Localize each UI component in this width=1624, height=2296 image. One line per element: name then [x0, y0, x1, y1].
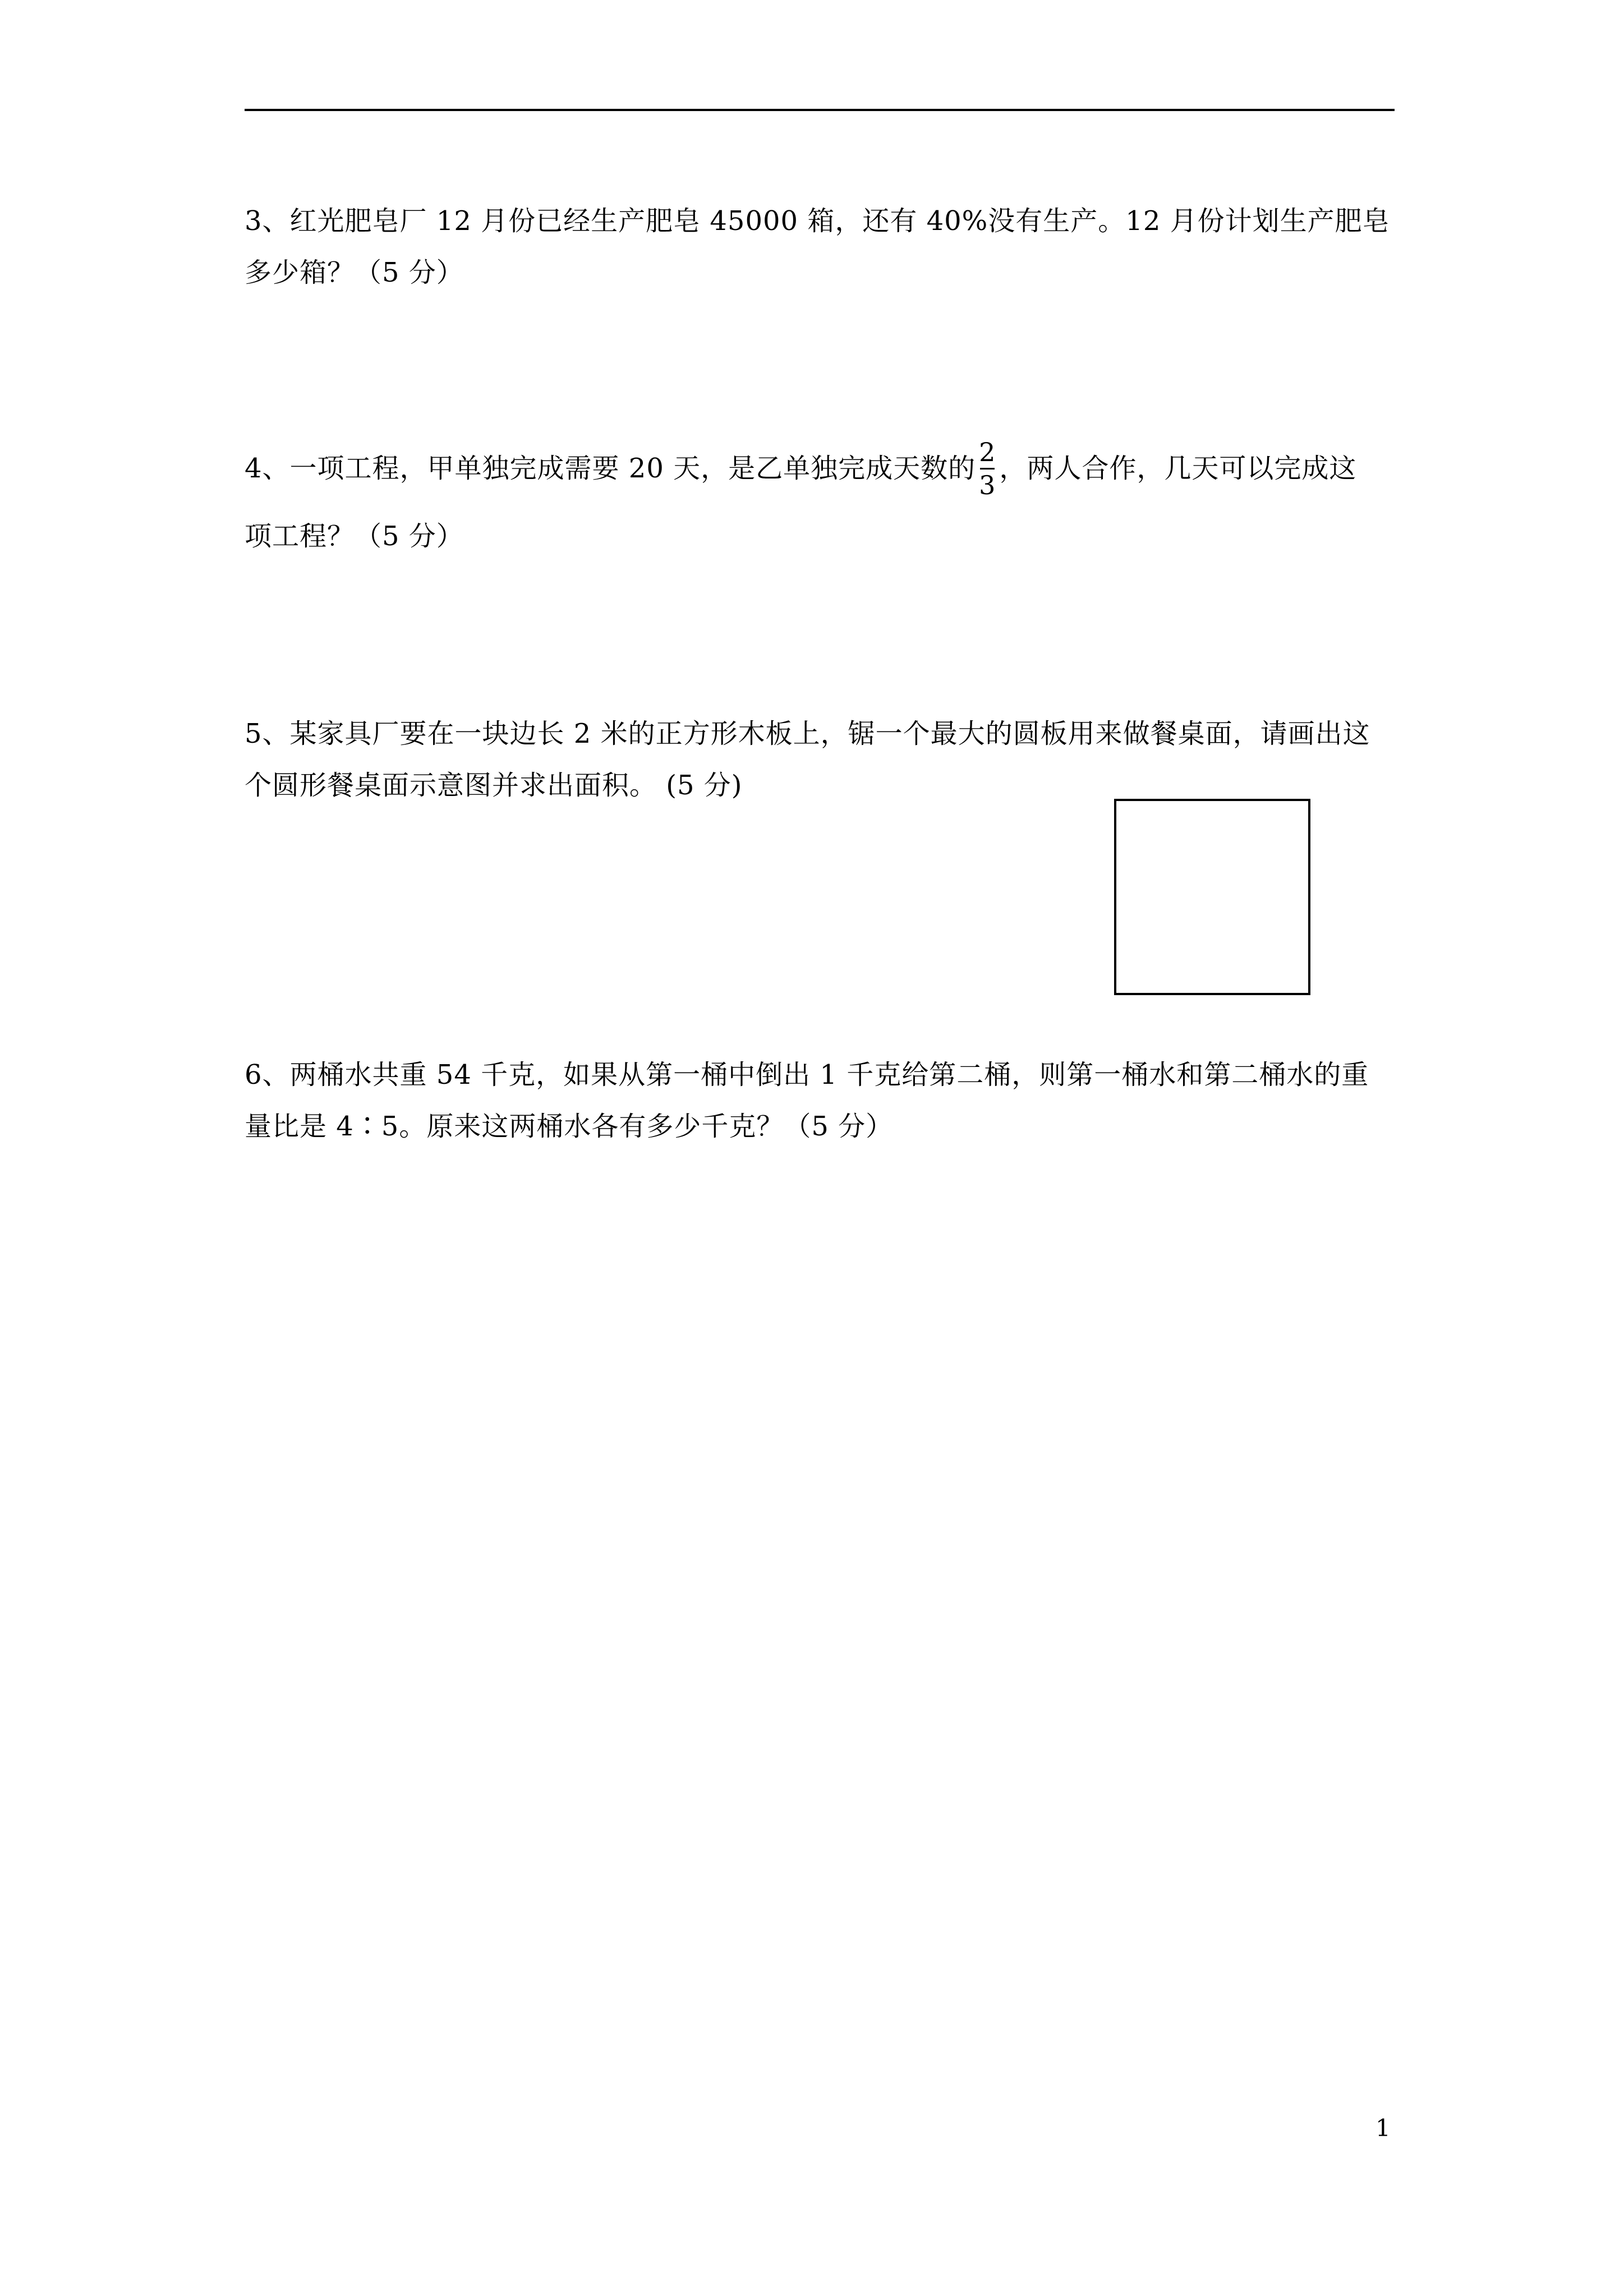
question-4-line-1	[245, 426, 1395, 510]
question-4-text-middle: ，两人合作，几天可以完成这	[999, 453, 1357, 484]
question-6: 6、两桶水共重 54 千克，如果从第一桶中倒出 1 千克给第二桶，则第一桶水和第二桶水的重量比是 4∶5。原来这两桶水各有多少千克？（5 分）	[245, 1059, 1369, 1142]
fraction-numerator: 2	[979, 436, 996, 467]
question-5: 5、某家具厂要在一块边长 2 米的正方形木板上，锯一个最大的圆板用来做餐桌面，请画出这个圆形餐桌面示意图并求出面积。 (5 分)	[245, 718, 1370, 801]
question-3: 3、红光肥皂厂 12 月份已经生产肥皂 45000 箱，还有 40%没有生产。12 月份计划生产肥皂多少箱？（5 分）	[245, 205, 1390, 288]
question-4-text-start: 4、一项工程，甲单独完成需要 20 天，是乙单独完成天数的	[245, 453, 976, 484]
question-4	[245, 426, 1395, 562]
question-4-text-end: 项工程？（5 分）	[245, 521, 464, 552]
fraction-two-thirds	[979, 436, 996, 501]
page-number: 1	[1375, 2114, 1391, 2142]
square-board-diagram	[1114, 799, 1310, 995]
fraction-denominator: 3	[979, 470, 996, 500]
header-rule	[245, 109, 1395, 111]
